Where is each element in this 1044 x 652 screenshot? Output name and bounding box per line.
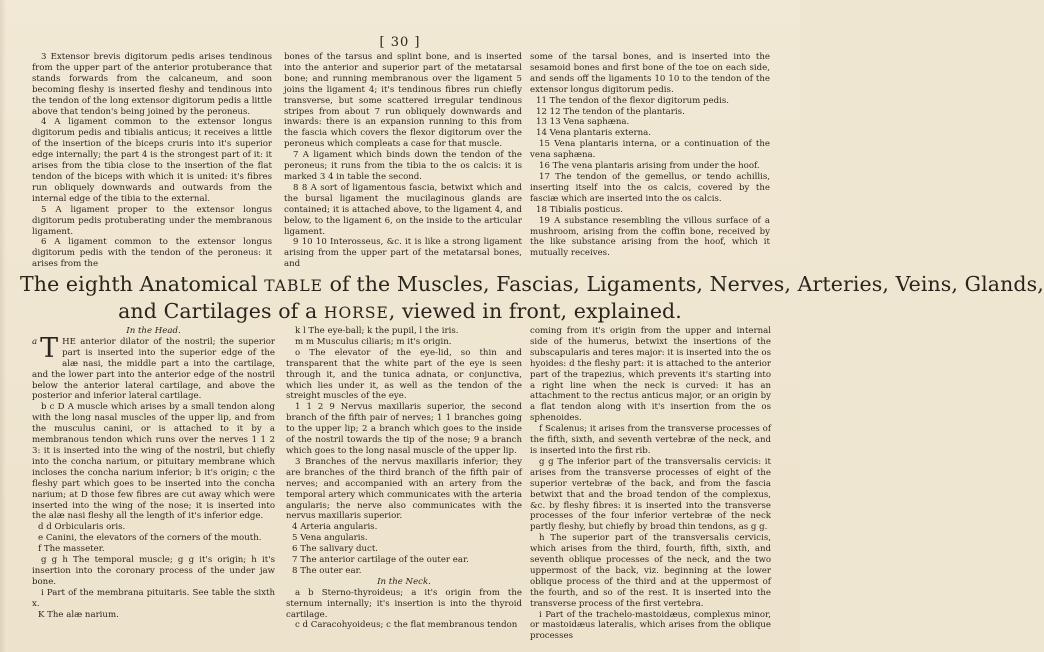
table-title bbox=[20, 272, 1044, 326]
title-text: of the Muscles, Fascias, Ligaments, Nerves, Arteries, Veins, Glands, bbox=[329, 272, 1044, 296]
paragraph: f Scalenus; it arises from the transverse processes of the fifth, sixth, and seventh vertebræ of the neck, and is inserted into the first rib. bbox=[530, 424, 771, 456]
title-line-2 bbox=[20, 299, 780, 326]
paragraph: m m Musculus ciliaris; m it's origin. bbox=[295, 336, 452, 347]
top-column-2 bbox=[284, 52, 522, 270]
top-column-3 bbox=[530, 52, 770, 262]
title-text: , viewed in front, explained. bbox=[388, 299, 682, 323]
top-column-1 bbox=[32, 52, 272, 270]
paragraph bbox=[32, 332, 275, 402]
paragraph-text: HE anterior dilator of the nostril; the superior part is inserted into the superior edge of the alæ nasi, the middle part a into the cartilage, and the lower part into the anterior edge of the nostril below the anterior lateral cartilage, and above the posterior and inferior lateral cartilage. bbox=[32, 336, 275, 402]
paragraph: 6 A ligament common to the extensor longus digitorum pedis with the tendon of the peroneus: it arises from the bbox=[32, 237, 272, 270]
list-item: d d Orbicularis oris. bbox=[38, 522, 126, 533]
list-item: 6 The salivary duct. bbox=[292, 544, 379, 555]
drop-cap: T bbox=[40, 332, 59, 364]
list-item: 12 12 The tendon of the plantaris. bbox=[536, 106, 685, 117]
title-smallcaps: TABLE bbox=[264, 277, 323, 295]
list-item: K The alæ narium. bbox=[38, 609, 119, 620]
paragraph: b c D A muscle which arises by a small tendon along with the long nasal muscles of the upper lip, and from the musculus canini, or is attached to it by a membranous tendon which runs over the nerves 1 1 2 3: it is inserted into the wing of the nostril, but chiefly into the concha narium, or pituitary membrane which incloses the concha narium inferior; b it's origin; c the fleshy part which goes to be inserted into the concha narium; at D those few fibres are cut away which were inserted into the wing of the nose; it is inserted into the alæ nasi fleshy all the length of it's inferior edge. bbox=[32, 402, 275, 522]
body-column-3 bbox=[530, 326, 771, 652]
paragraph: i Part of the membrana pituitaris. See table the sixth x. bbox=[32, 587, 275, 609]
title-line-1 bbox=[20, 272, 1044, 299]
paragraph: k l The eye-ball; k the pupil, l the iris. bbox=[295, 326, 459, 336]
section-heading: In the Neck. bbox=[377, 576, 431, 587]
page-number: [ 30 ] bbox=[379, 35, 421, 50]
body-column-2 bbox=[286, 326, 522, 652]
paragraph: bones of the tarsus and splint bone, and is inserted into the anterior and superior part of the metatarsal bone; and running membranous over the ligament 5 joins the ligament 4; it's tendinous fibres run chiefly transverse, but some scattered irregular tendinous stripes from about 7 run obliquely downwards and inwards: there is an expansion running to this from the fascia which covers the flexor digitorum over the peroneus which compleats a case for that muscle. bbox=[284, 52, 522, 150]
paragraph: 17 The tendon of the gemellus, or tendo achillis, inserting itself into the os calcis, covered by the fasciæ which are inserted into the os calcis. bbox=[530, 171, 770, 204]
paragraph: 19 A substance resembling the villous surface of a mushroom, arising from the coffin bone, received by the like substance arising from the hoof, which it mutually receives. bbox=[530, 215, 770, 259]
paragraph: g g h The temporal muscle; g g it's origin; h it's insertion into the coronary process of the under jaw bone. bbox=[32, 555, 275, 587]
list-item: 4 Arteria angularis. bbox=[292, 522, 378, 533]
paragraph: 5 A ligament proper to the extensor longus digitorum pedis protuberating under the membranous ligament. bbox=[32, 204, 272, 237]
list-item: f The masseter. bbox=[38, 544, 105, 555]
paragraph: 3 Extensor brevis digitorum pedis arises tendinous from the upper part of the anterior protuberance that stands forwards from the calcaneum, and soon becoming fleshy is inserted fleshy and tendinous into the tendon of the long extensor digitorum pedis a little above that tendon's being joined by the peroneus. bbox=[32, 52, 272, 117]
paragraph: o The elevator of the eye-lid, so thin and transparent that the white part of the eye is seen through it, and the tunica adnata, or conjunctiva, which lies under it, as well as the tendon of the streight muscles of the eye. bbox=[286, 347, 522, 402]
list-item: 11 The tendon of the flexor digitorum pedis. bbox=[536, 95, 729, 106]
paragraph: 4 A ligament common to the extensor longus digitorum pedis and tibialis anticus; it receives a little of the insertion of the biceps cruris into it's superior edge internally; the part 4 is the strongest part of it: it arises from the tibia close to the insertion of the flat tendon of the biceps with which it is united: it's fibres run obliquely downwards and outwards from the internal edge of the tibia to the external. bbox=[32, 117, 272, 204]
paragraph: 8 8 A sort of ligamentous fascia, betwixt which and the bursal ligament the mucilaginous glands are contained; it is attached above, to the ligament 4, and below, to the ligament 6, on the inside to the articular ligament. bbox=[284, 182, 522, 237]
list-item: e Canini, the elevators of the corners of the mouth. bbox=[38, 533, 262, 544]
paragraph: g g The inferior part of the transversalis cervicis: it arises from the transverse processes of eight of the superior vertebræ of the back, and from the fascia betwixt that and the broad tendon of the complexus, &c. by fleshy fibres: it is inserted into the transverse processes of the four inferior vertebræ of the neck partly fleshy, but chiefly by broad thin tendons, as g g. bbox=[530, 456, 771, 533]
list-item: 7 The anterior cartilage of the outer ear. bbox=[292, 555, 469, 566]
page-gutter-shadow bbox=[0, 0, 6, 652]
paragraph: coming from it's origin from the upper and internal side of the humerus, betwixt the insertions of the subscapularis and teres major: it is inserted into the os hyoides: d the fleshy part: it is attached to the anterior part of the trapezius, which prevents it's starting into a right line when the neck is curved: it has an attachment to the rectus anticus major, or an origin by a flat tendon along with it's insertion from the os sphenoides. bbox=[530, 326, 771, 424]
title-text: The eighth Anatomical bbox=[20, 272, 258, 296]
paragraph: c d Caracohyoideus; c the flat membranous tendon bbox=[295, 620, 518, 631]
paragraph: h The superior part of the transversalis cervicis, which arises from the third, fourth, fifth, sixth, and seventh oblique processes of the neck, and the two uppermost of the back, viz. beginning at the lower oblique process of the third and at the uppermost of the fourth, and so of the rest. It is inserted into the transverse process of the first vertebra. bbox=[530, 533, 771, 609]
list-item: 8 The outer ear. bbox=[292, 565, 362, 576]
list-item: 5 Vena angularis. bbox=[292, 533, 368, 544]
paragraph: some of the tarsal bones, and is inserted into the sesamoid bones and first bone of the toe on each side, and sends off the ligaments 10 10 to the tendon of the extensor longus digitorum pedis. bbox=[530, 52, 770, 95]
paragraph: i Part of the trachelo-mastoidæus, complexus minor, or mastoidæus lateralis, which arises from the oblique processes bbox=[530, 609, 771, 642]
list-item: 18 Tibialis posticus. bbox=[536, 204, 623, 215]
item-letter: a bbox=[32, 336, 38, 347]
title-smallcaps: HORSE bbox=[323, 304, 389, 322]
paragraph: 15 Vena plantaris interna, or a continuation of the vena saphæna. bbox=[530, 139, 770, 161]
section-heading: In the Head. bbox=[126, 326, 181, 336]
list-item: 13 13 Vena saphæna. bbox=[536, 117, 630, 128]
paragraph: 1 1 2 9 Nervus maxillaris superior, the second branch of the fifth pair of nerves; 1 1 branches going to the upper lip; 2 a branch which goes to the inside of the nostril towards the tip of the nose; 9 a branch which goes to the long nasal muscle of the upper lip. bbox=[286, 402, 522, 456]
paragraph: 9 10 10 Interosseus, &c. it is like a strong ligament arising from the upper part of the metatarsal bones, and bbox=[284, 237, 522, 270]
paragraph: 16 The vena plantaris arising from under the hoof. bbox=[539, 161, 760, 172]
paragraph: 7 A ligament which binds down the tendon of the peroneus; it runs from the tibia to the os calcis: it is marked 3 4 in table the second. bbox=[284, 150, 522, 182]
list-item: 14 Vena plantaris externa. bbox=[536, 128, 652, 139]
paragraph: a b Sterno-thyroideus; a it's origin from the sternum internally; it's insertion is into the thyroid cartilage. bbox=[286, 587, 522, 620]
title-text: and Cartilages of a bbox=[118, 299, 318, 323]
body-column-1 bbox=[32, 326, 275, 652]
paragraph: 3 Branches of the nervus maxillaris inferior; they are branches of the third branch of the fifth pair of nerves; and accompanied with an artery from the temporal artery which communicates with the arteria angularis; the nerve also communicates with the nervus maxillaris superior. bbox=[286, 456, 522, 522]
